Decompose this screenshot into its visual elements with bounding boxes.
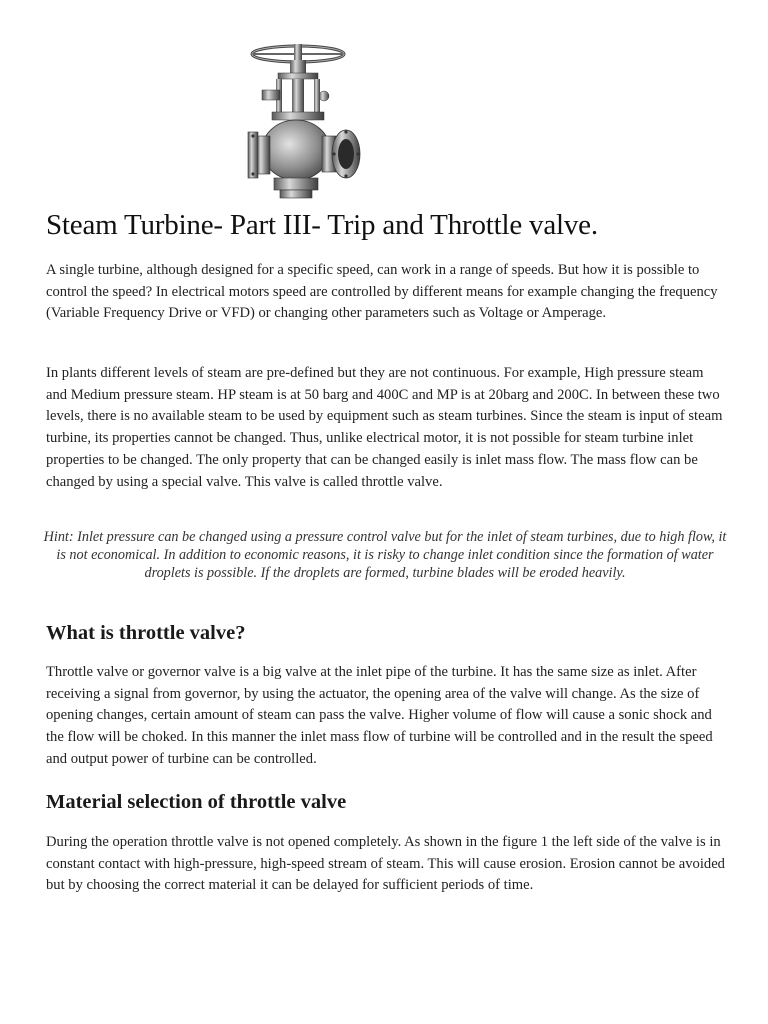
section-heading-material-selection: Material selection of throttle valve <box>46 791 347 813</box>
section-heading-throttle-valve: What is throttle valve? <box>46 622 246 644</box>
valve-illustration <box>236 40 366 200</box>
section-body-material-selection: During the operation throttle valve is not opened completely. As shown in the figure 1 the left side of the valve is in constant contact with high-pressure, high-speed stream of steam. This will cause erosion. Erosion cannot be avoided but by choosing the correct material it can be delayed for sufficient periods of time. <box>46 834 725 894</box>
hint-note: Hint: Inlet pressure can be changed using a pressure control valve but for the inlet of steam turbines, due to high flow, it is not economical. In addition to economic reasons, it is risky to change inlet condition since the formation of water droplets is possible. If the droplets are formed, turbine blades will be eroded heavily. <box>43 529 727 581</box>
valve-icon <box>236 40 366 200</box>
section-body-throttle-valve: Throttle valve or governor valve is a big valve at the inlet pipe of the turbine. It has the same size as inlet. After receiving a signal from governor, by using the actuator, the opening area of the valve will change. As the size of opening changes, certain amount of steam can pass the valve. Higher volume of flow will cause a sonic shock and the flow will be choked. In this manner the inlet mass flow of turbine will be controlled and in the result the speed and output power of turbine can be controlled. <box>46 664 713 767</box>
article-title: Steam Turbine- Part III- Trip and Throttle valve. <box>46 209 598 241</box>
intro-paragraph-2: In plants different levels of steam are pre-defined but they are not continuous. For example, High pressure steam and Medium pressure steam. HP steam is at 50 barg and 400C and MP is at 20barg and 200C. In between these two levels, there is no available steam to be used by equipment such as steam turbines. Since the steam is input of steam turbine, its properties cannot be changed. Thus, unlike electrical motor, it is not possible for steam turbine inlet properties to be changed. The only property that can be changed easily is inlet mass flow. The mass flow can be changed by using a special valve. This valve is called throttle valve. <box>46 365 723 490</box>
intro-paragraph-1: A single turbine, although designed for a specific speed, can work in a range of speeds. But how it is possible to control the speed? In electrical motors speed are controlled by different means for example changing the frequency (Variable Frequency Drive or VFD) or changing other parameters such as Voltage or Amperage. <box>46 262 718 322</box>
